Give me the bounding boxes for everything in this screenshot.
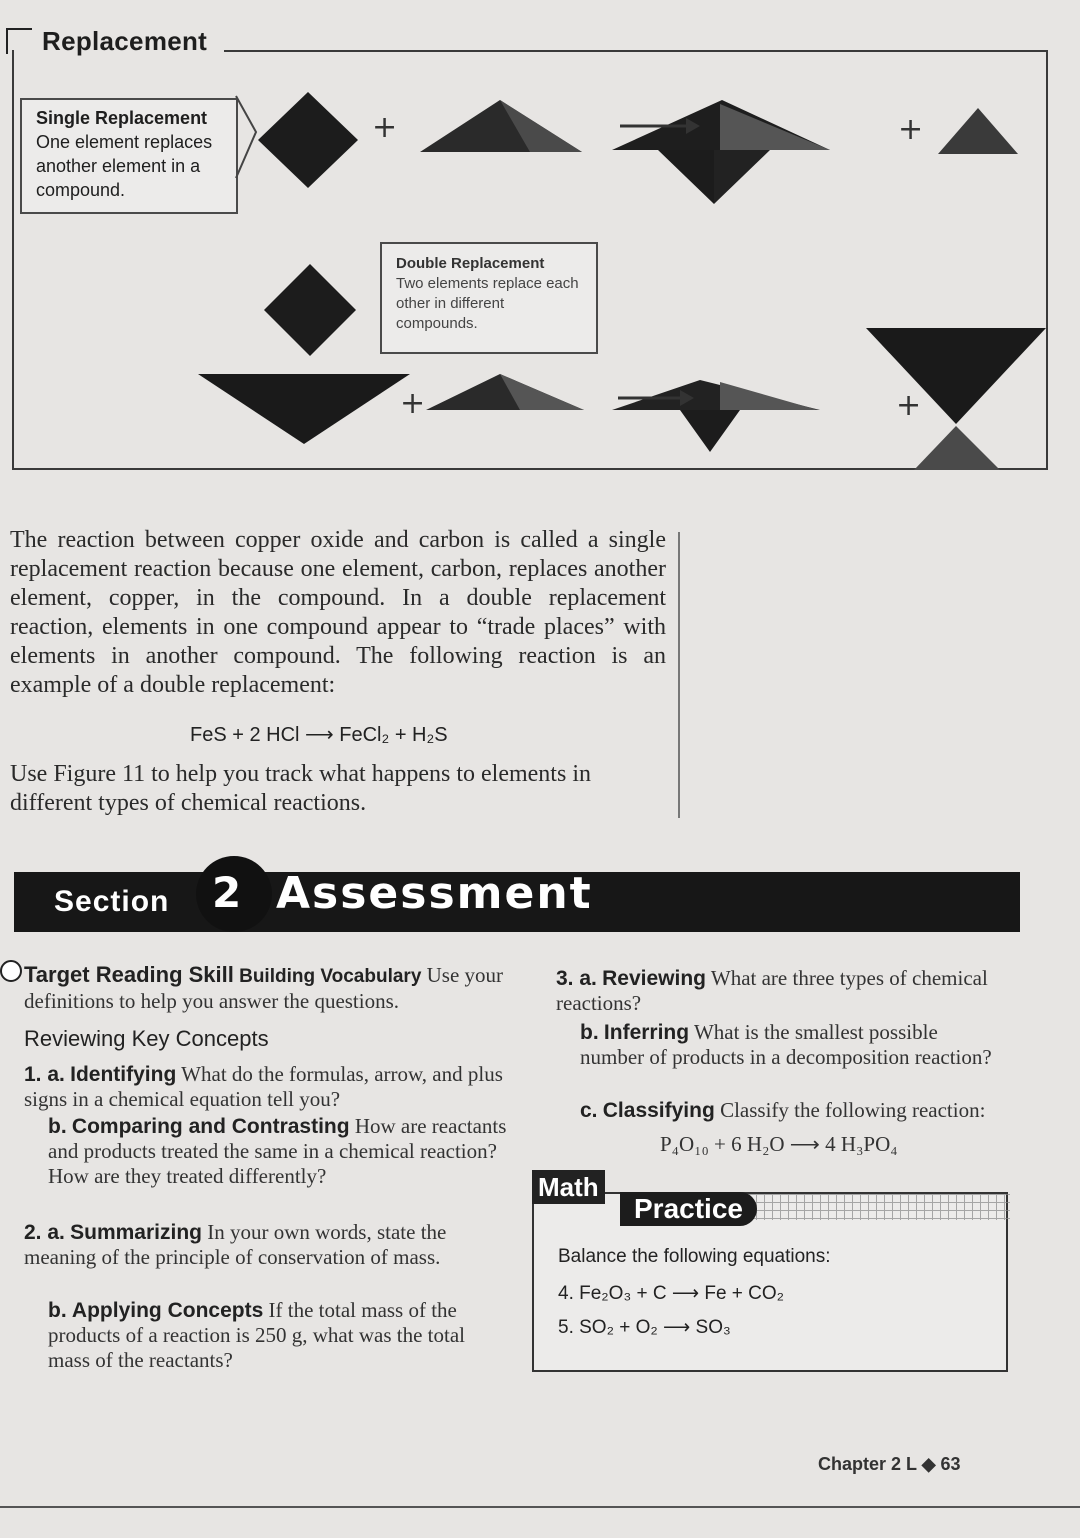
released-element-triangle (938, 108, 1018, 154)
q2a-label: Summarizing (70, 1221, 202, 1244)
q3c-num: c. (580, 1099, 598, 1122)
example-equation: FeS + 2 HCl ⟶ FeCl₂ + H₂S (190, 724, 448, 746)
q3b-text: What is the smallest possible number of products in a decomposition reaction? (580, 1020, 992, 1069)
q3c-label: Classifying (602, 1099, 715, 1122)
q2b-label: Applying Concepts (71, 1299, 264, 1322)
section-title: Assessment (276, 868, 593, 919)
plus-sign: + (372, 110, 398, 145)
product-diamond-half-2 (714, 150, 770, 204)
q1a-num: 1. a. (24, 1063, 65, 1086)
question-3a (556, 966, 996, 1016)
target-reading-skill (24, 962, 514, 1014)
q2a-text: In your own words, state the meaning of the principle of conservation of mass. (24, 1220, 447, 1269)
product2-diamond (680, 410, 740, 452)
callout-pointer (236, 96, 256, 178)
question-1b (48, 1114, 508, 1189)
practice-label: Practice (620, 1192, 757, 1226)
reviewing-heading: Reviewing Key Concepts (24, 1026, 269, 1051)
q1b-label: Comparing and Contrasting (71, 1115, 350, 1138)
body-paragraph (10, 526, 666, 700)
element-diamond (258, 92, 358, 188)
q3b-num: b. (580, 1021, 599, 1044)
paragraph-text: The reaction between copper oxide and carbon is called a single replacement reaction because one element, carbon, replaces another element, copper, in the compound. In a double replacement reaction, elements in one compound appear to “trade places” with elements in another compound. The following reaction is an example of a double replacement: (10, 527, 666, 698)
element-inverted-triangle (198, 374, 410, 444)
plus-sign: + (896, 388, 922, 423)
target-text: Use your definitions to help you answer the questions. (24, 963, 504, 1013)
math-instruction: Balance the following equations: (558, 1246, 831, 1267)
target-reading-icon (0, 960, 22, 982)
q1b-num: b. (48, 1115, 67, 1138)
math-equation-5: 5. SO₂ + O₂ ⟶ SO₃ (558, 1317, 731, 1338)
q1b-text: How are reactants and products treated the same in a chemical reaction? How are they treated differently? (48, 1114, 507, 1188)
bottom-rule (0, 1506, 1080, 1508)
section-label: Section (54, 885, 170, 918)
element-diamond-2 (264, 264, 356, 356)
q3a-num: 3. a. (556, 967, 597, 990)
question-3c (580, 1098, 1020, 1123)
released-inverted-triangle (866, 328, 1046, 424)
question-1a (24, 1062, 514, 1112)
question-2b (48, 1298, 498, 1373)
q3a-label: Reviewing (602, 967, 706, 990)
product-diamond-half (658, 150, 714, 204)
double-replacement-desc: Two elements replace each other in different compounds. (396, 275, 579, 332)
plus-sign: + (400, 386, 426, 421)
q3b-label: Inferring (603, 1021, 690, 1044)
math-label: Math (532, 1170, 605, 1204)
math-practice-grid (748, 1194, 1010, 1220)
q3c-equation: P₄O₁₀ + 6 H₂O ⟶ 4 H₃PO₄ (660, 1132, 898, 1156)
q3a-text: What are three types of chemical reactions? (556, 966, 988, 1015)
q1a-label: Identifying (70, 1063, 177, 1086)
released-triangle (914, 426, 1000, 470)
section-number: 2 (212, 868, 242, 917)
product-right-triangle (720, 104, 830, 150)
margin-rule (678, 532, 680, 818)
target-sub: Building Vocabulary (239, 966, 422, 987)
target-label: Target Reading Skill (24, 962, 234, 987)
question-3b (580, 1020, 1000, 1070)
q2b-text: If the total mass of the products of a reaction is 250 g, what was the total mass of the reactants? (48, 1298, 465, 1372)
plus-sign: + (898, 112, 924, 147)
single-replacement-desc: One element replaces another element in a compound. (36, 132, 213, 200)
q3c-text: Classify the following reaction: (720, 1098, 986, 1122)
double-replacement-title: Double Replacement (396, 255, 545, 272)
single-replacement-title: Single Replacement (36, 108, 208, 128)
product2-right (720, 382, 818, 410)
figure-reference-text: Use Figure 11 to help you track what happens to elements in different types of chemical reactions. (10, 761, 591, 816)
figure-title: Replacement (42, 26, 208, 56)
question-2a (24, 1220, 494, 1270)
q2a-num: 2. a. (24, 1221, 65, 1244)
math-equation-4: 4. Fe₂O₃ + C ⟶ Fe + CO₂ (558, 1283, 785, 1304)
q2b-num: b. (48, 1299, 67, 1322)
q1a-text: What do the formulas, arrow, and plus signs in a chemical equation tell you? (24, 1062, 503, 1111)
page-footer: Chapter 2 L ◆ 63 (818, 1454, 961, 1474)
